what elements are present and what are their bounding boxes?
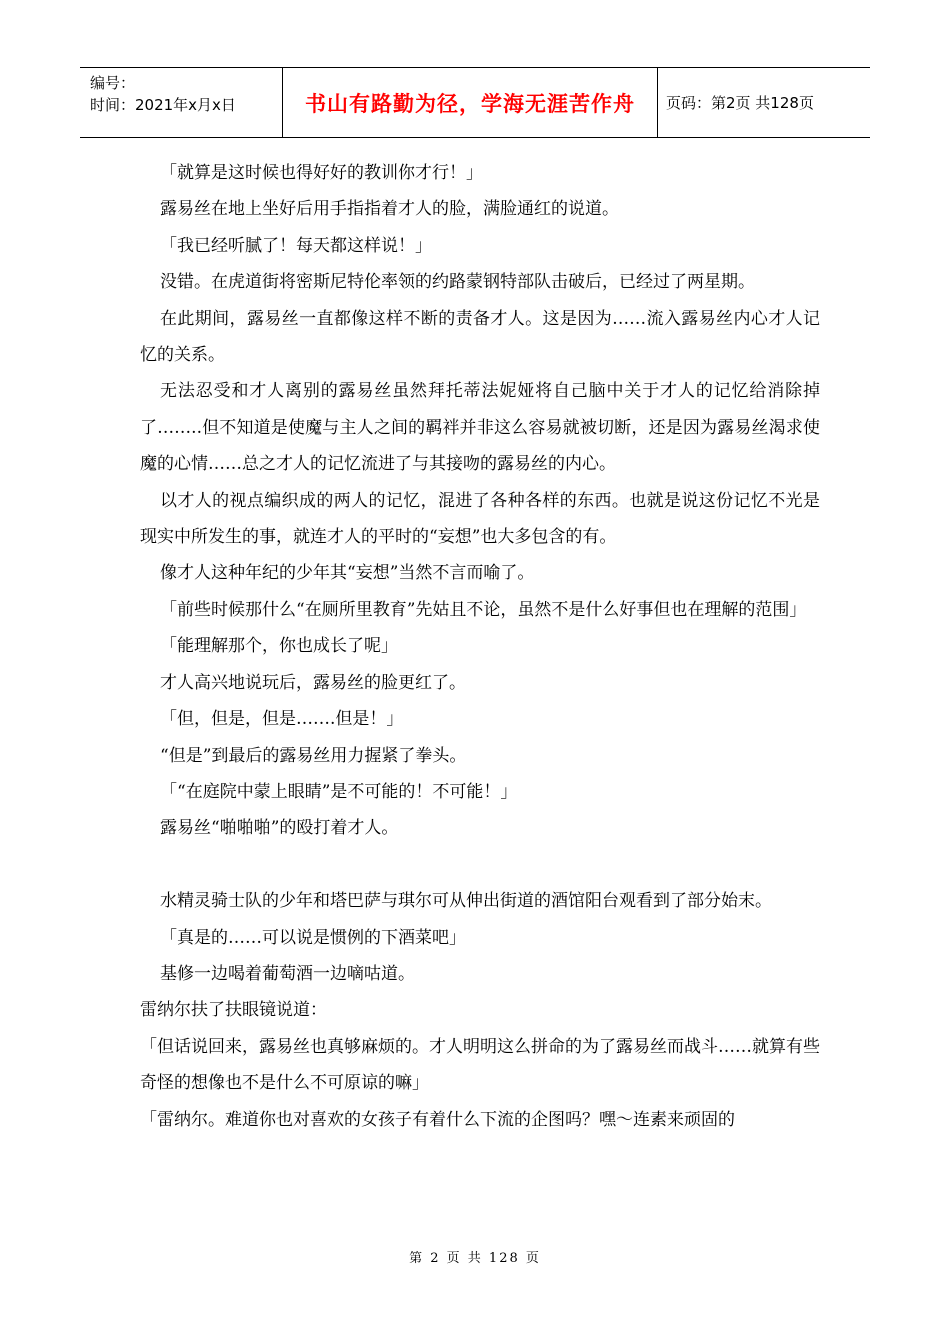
- paragraph: 「前些时候那什么“在厕所里教育”先姑且不论，虽然不是什么好事但也在理解的范围」: [160, 599, 807, 620]
- header-meta: [80, 68, 282, 137]
- paragraph: 「就算是这时候也得好好的教训你才行！」: [160, 163, 483, 183]
- paragraph: 「能理解那个，你也成长了呢」: [160, 636, 398, 657]
- paragraph: 以才人的视点编织成的两人的记忆，混进了各种各样的东西。也就是说这份记忆不光是现实中所发生的事，就连才人的平时的“妄想”也大多包含的有。: [140, 490, 820, 548]
- page-footer: 第 2 页 共 128 页: [409, 1251, 541, 1266]
- paragraph: 「雷纳尔。难道你也对喜欢的女孩子有着什么下流的企图吗？嘿～连素来顽固的: [140, 1109, 735, 1130]
- blank-line: [140, 847, 820, 883]
- paragraph: 在此期间，露易丝一直都像这样不断的责备才人。这是因为……流入露易丝内心才人记忆的关系。: [140, 308, 820, 366]
- paragraph: 露易丝“啪啪啪”的殴打着才人。: [160, 818, 399, 839]
- document-body: [140, 155, 820, 1138]
- paragraph: 「“在庭院中蒙上眼睛”是不可能的！不可能！」: [160, 781, 518, 802]
- paragraph: “但是”到最后的露易丝用力握紧了拳头。: [160, 745, 467, 766]
- paragraph: 像才人这种年纪的少年其“妄想”当然不言而喻了。: [160, 563, 535, 584]
- paragraph: 露易丝在地上坐好后用手指指着才人的脸，满脸通红的说道。: [160, 199, 619, 220]
- document-number-label: 编号：: [90, 74, 136, 92]
- paragraph: 「但，但是，但是…….但是！」: [160, 709, 404, 730]
- paragraph: 「真是的……可以说是惯例的下酒菜吧」: [160, 927, 466, 948]
- paragraph: 没错。在虎道街将密斯尼特伦率领的约路蒙钢特部队击破后，已经过了两星期。: [160, 272, 755, 293]
- paragraph: 无法忍受和才人离别的露易丝虽然拜托蒂法妮娅将自己脑中关于才人的记忆给消除掉了……..但不知道是使魔与主人之间的羁袢并非这么容易就被切断，还是因为露易丝渴求使魔的心情……总之才人的记忆流进了与其接吻的露易丝的内心。: [140, 381, 820, 475]
- header-motto: 书山有路勤为径，学海无涯苦作舟: [282, 68, 658, 137]
- paragraph: 基修一边喝着葡萄酒一边嘀咕道。: [160, 963, 415, 984]
- paragraph: 才人高兴地说玩后，露易丝的脸更红了。: [160, 672, 466, 693]
- header-page-code: 页码：第2页 共128页: [666, 94, 814, 112]
- paragraph: 水精灵骑士队的少年和塔巴萨与琪尔可从伸出街道的酒馆阳台观看到了部分始末。: [160, 891, 772, 912]
- paragraph: 「但话说回来，露易丝也真够麻烦的。才人明明这么拼命的为了露易丝而战斗……就算有些奇怪的想像也不是什么不可原谅的嘛」: [140, 1036, 820, 1094]
- paragraph: 「我已经听腻了！每天都这样说！」: [160, 235, 432, 256]
- document-time-label: 时间：2021年x月x日: [90, 96, 236, 114]
- page-header: [80, 67, 870, 138]
- paragraph: 雷纳尔扶了扶眼镜说道：: [140, 1000, 327, 1021]
